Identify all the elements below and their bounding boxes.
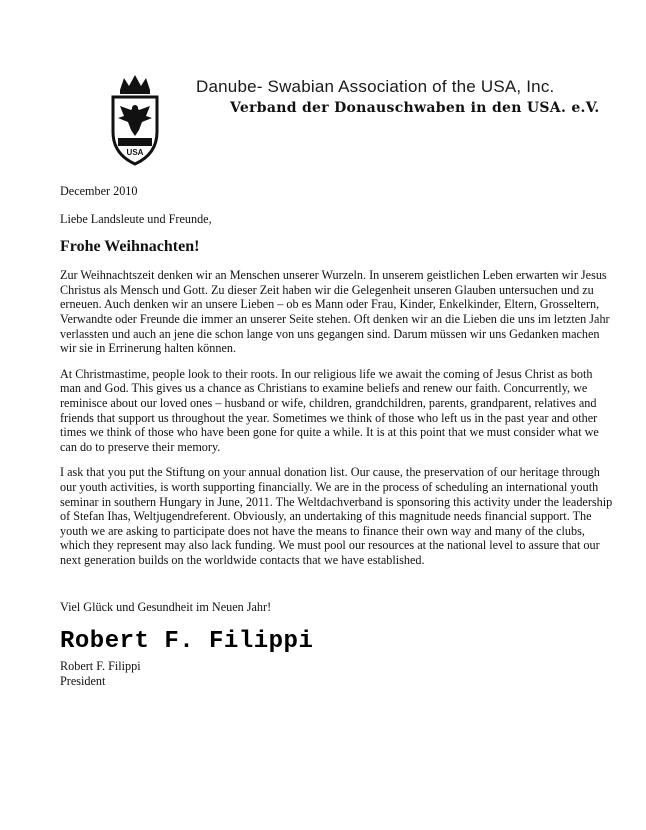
crest-label: USA — [126, 148, 144, 157]
letter-body — [60, 184, 615, 688]
signature: Robert F. Filippi — [60, 628, 314, 656]
paragraph-german: Zur Weihnachtszeit denken wir an Menschen unserer Wurzeln. In unserem geistlichen Leben erwarten wir Jesus Christus als Mensch und Gott. Zu dieser Zeit haben wir die Gelegenheit unseren Glauben untersuchen und zu erneuen. Auch denken wir an unsere Lieben – ob es Mann oder Frau, Kinder, Enkelkinder, Eltern, Grosseltern, Verwandte oder Freunde die immer an unserer Seite stehen. Oft denken wir an die Lieben die uns im letzten Jahr verlassten und auch an jene die schon lange von uns gegangen sind. Darum müssen wir uns Gedanken machen wir sie in Errinerung halten können. — [60, 268, 610, 356]
paragraph-donation: I ask that you put the Stiftung on your annual donation list. Our cause, the preservation of our heritage through our youth activities, is worth supporting financially. We are in the process of scheduling an international youth seminar in southern Hungary in June, 2011. The Weltdachverband is sponsoring this activity under the leadership of Stefan Ihas, Weltjugendreferent. Obviously, an undertaking of this magnitude needs financial support. The youth we are asking to participate does not have the means to finance their own way and many of the clubs, which they represent may also lack funding. We must pool our resources at the national level to assure that our next generation builds on the worldwide contacts that we have established. — [60, 465, 613, 567]
letter-date: December 2010 — [60, 184, 138, 198]
greeting-heading: Frohe Weihnachten! — [60, 238, 200, 256]
organization-name-german: Verband der Donauschwaben in den USA. e.V. — [230, 100, 600, 116]
signer-title: President — [60, 673, 106, 688]
paragraph-english: At Christmastime, people look to their roots. In our religious life we await the coming of Jesus Christ as both man and God. This gives us a chance as Christians to examine beliefs and renew our faith. Concurrently, we reminisce about our loved ones – husband or wife, children, grandchildren, parents, grandparent, relatives and friends that support us throughout the year. Sometimes we think of those who left us in the past year and other times we think of those who have been gone for quite a while. It is at this point that we must consider what we can do to preserve their memory. — [60, 366, 599, 454]
closing-line: Viel Glück und Gesundheit im Neuen Jahr! — [60, 600, 272, 615]
signer-name: Robert F. Filippi — [60, 659, 141, 674]
eagle-crest-icon — [106, 72, 164, 168]
letterhead — [0, 0, 646, 170]
organization-name: Danube- Swabian Association of the USA, Inc. — [196, 77, 555, 96]
salutation: Liebe Landsleute und Freunde, — [60, 211, 212, 226]
